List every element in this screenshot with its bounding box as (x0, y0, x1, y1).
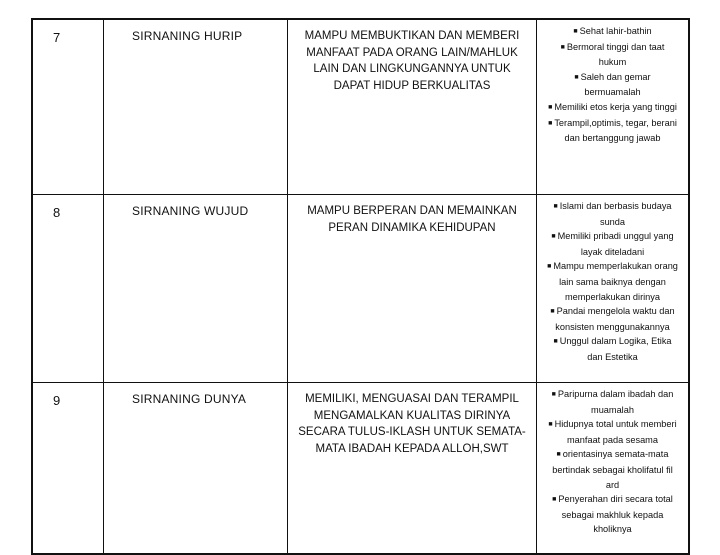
bullet-icon: ■ (551, 233, 556, 241)
bullet-icon: ■ (550, 308, 555, 316)
row-description: MAMPU BERPERAN DAN MEMAINKAN PERAN DINAMIKA KEHIDUPAN (288, 195, 537, 383)
point-text: orientasinya semata-mata bertindak sebagai kholifatul fil ard (552, 449, 673, 490)
point-text: Terampil,optimis, tegar, berani dan bertanggung jawab (554, 117, 677, 144)
list-item (547, 100, 678, 116)
row-number: 8 (32, 195, 104, 383)
row-points (537, 19, 690, 195)
point-text: Paripurna dalam ibadah dan muamalah (557, 389, 674, 415)
row-name: SIRNANING DUNYA (104, 383, 288, 555)
point-text: Memiliki etos kerja yang tinggi (554, 101, 677, 112)
point-text: Pandai mengelola waktu dan konsisten menggunakannya (555, 306, 675, 332)
list-item (547, 70, 678, 100)
point-text: Memiliki pribadi unggul yang layak diteladani (557, 231, 674, 257)
list-item (547, 304, 678, 334)
bullet-icon: ■ (560, 43, 565, 51)
list-item (547, 116, 678, 146)
bullet-icon: ■ (556, 451, 561, 459)
point-text: Unggul dalam Logika, Etika dan Estetika (559, 336, 672, 362)
row-description: MEMILIKI, MENGUASAI DAN TERAMPIL MENGAMALKAN KUALITAS DIRINYA SECARA TULUS-IKLASH UNTUK SEMATA-MATA IBADAH KEPADA ALLOH,SWT (288, 383, 537, 555)
table-row (32, 383, 689, 555)
list-item (547, 334, 678, 364)
row-name: SIRNANING HURIP (104, 19, 288, 195)
list-item (547, 417, 678, 447)
bullet-icon: ■ (553, 338, 558, 346)
list-item (547, 199, 678, 229)
list-item (547, 229, 678, 259)
row-points (537, 195, 690, 383)
row-name: SIRNANING WUJUD (104, 195, 288, 383)
table-row (32, 195, 689, 383)
point-text: Penyerahan diri secara total sebagai makhluk kepada kholiknya (558, 494, 673, 535)
list-item (547, 492, 678, 537)
row-points (537, 383, 690, 555)
point-text: Mampu memperlakukan orang lain sama baiknya dengan memperlakukan dirinya (553, 261, 678, 302)
table-row (32, 19, 689, 195)
bullet-icon: ■ (548, 421, 553, 429)
point-text: Saleh dan gemar bermuamalah (580, 71, 651, 98)
list-item (547, 447, 678, 492)
list-item (547, 24, 678, 40)
point-text: Sehat lahir-bathin (579, 26, 652, 36)
bullet-icon: ■ (573, 28, 578, 35)
values-table (31, 18, 690, 555)
list-item (547, 40, 678, 70)
bullet-icon: ■ (552, 496, 557, 504)
point-text: Islami dan berbasis budaya sunda (559, 201, 672, 227)
bullet-icon: ■ (551, 391, 556, 398)
bullet-icon: ■ (548, 103, 553, 111)
point-text: Bermoral tinggi dan taat hukum (566, 41, 665, 68)
bullet-icon: ■ (553, 203, 558, 210)
bullet-icon: ■ (547, 263, 552, 271)
bullet-icon: ■ (548, 119, 553, 127)
row-number: 7 (32, 19, 104, 195)
list-item (547, 387, 678, 417)
list-item (547, 259, 678, 304)
point-text: Hidupnya total untuk memberi manfaat pada sesama (554, 419, 677, 445)
row-description: MAMPU MEMBUKTIKAN DAN MEMBERI MANFAAT PADA ORANG LAIN/MAHLUK LAIN DAN LINGKUNGANNYA UNTUK DAPAT HIDUP BERKUALITAS (288, 19, 537, 195)
row-number: 9 (32, 383, 104, 555)
bullet-icon: ■ (574, 73, 579, 81)
